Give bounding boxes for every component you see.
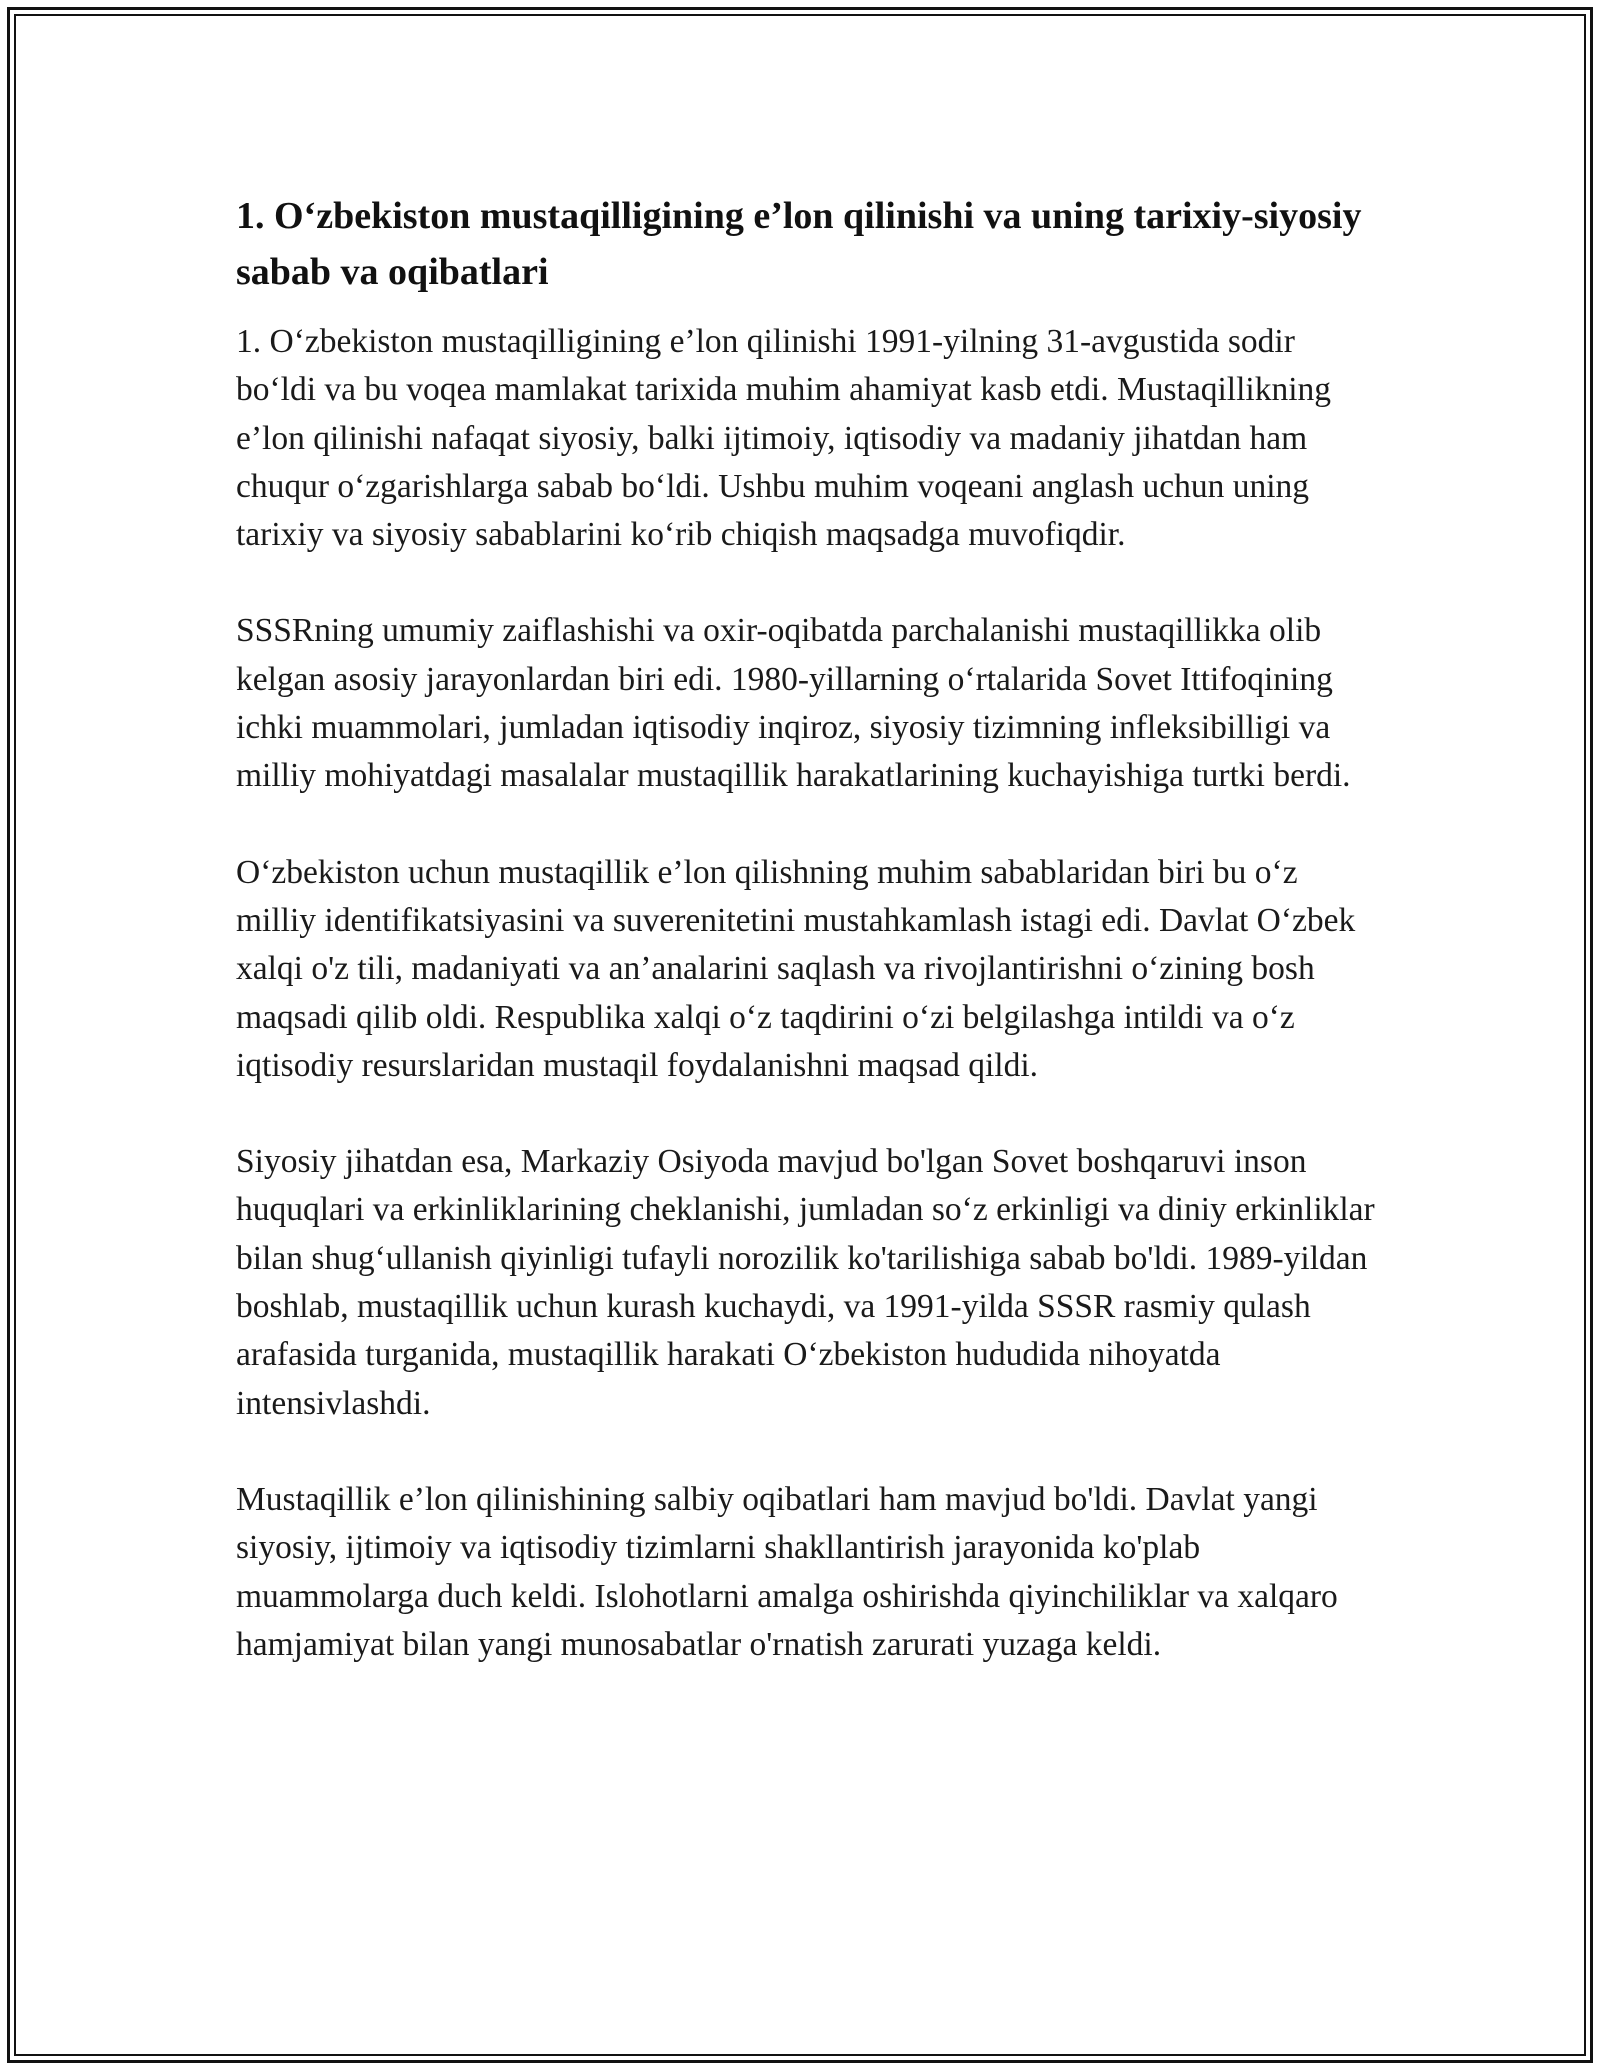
- paragraph-5: Mustaqillik e’lon qilinishining salbiy oqibatlari ham mavjud bo'ldi. Davlat yangi siyosiy, ijtimoiy va iqtisodiy tizimlarni shakllantirish jarayonida ko'plab muammolarga duch keldi. Islohotlarni amalga oshirishda qiyinchiliklar va xalqaro hamjamiyat bilan yangi munosabatlar o'rnatish zarurati yuzaga keldi.: [236, 1480, 1338, 1663]
- paragraph-3: O‘zbekiston uchun mustaqillik e’lon qilishning muhim sabablaridan biri bu o‘z milliy identifikatsiyasini va suverenitetini mustahkamlash istagi edi. Davlat O‘zbek xalqi o'z tili, madaniyati va an’analarini saqlash va rivojlantirishni o‘zining bosh maqsadi qilib oldi. Respublika xalqi o‘z taqdirini o‘zi belgilashga intildi va o‘z iqtisodiy resurslaridan mustaqil foydalanishni maqsad qildi.: [236, 853, 1356, 1084]
- document-title: 1. O‘zbekiston mustaqilligining e’lon qilinishi va uning tarixiy-siyosiy sabab va oqibatlari: [236, 195, 1362, 293]
- document-body: [236, 188, 1376, 1717]
- paragraph-1: 1. O‘zbekiston mustaqilligining e’lon qilinishi 1991-yilning 31-avgustida sodir bo‘ldi va bu voqea mamlakat tarixida muhim ahamiyat kasb etdi. Mustaqillikning e’lon qilinishi nafaqat siyosiy, balki ijtimoiy, iqtisodiy va madaniy jihatdan ham chuqur o‘zgarishlarga sabab bo‘ldi. Ushbu muhim voqeani anglash uchun uning tarixiy va siyosiy sabablarini ko‘rib chiqish maqsadga muvofiqdir.: [236, 323, 1332, 554]
- paragraph-2: SSSRning umumiy zaiflashishi va oxir-oqibatda parchalanishi mustaqillikka olib kelgan asosiy jarayonlardan biri edi. 1980-yillarning o‘rtalarida Sovet Ittifoqining ichki muammolari, jumladan iqtisodiy inqiroz, siyosiy tizimning infleksibilligi va milliy mohiyatdagi masalalar mustaqillik harakatlarining kuchayishiga turtki berdi.: [236, 612, 1351, 795]
- paragraph-4: Siyosiy jihatdan esa, Markaziy Osiyoda mavjud bo'lgan Sovet boshqaruvi inson huquqlari va erkinliklarining cheklanishi, jumladan so‘z erkinligi va diniy erkinliklar bilan shug‘ullanish qiyinligi tufayli norozilik ko'tarilishiga sabab bo'ldi. 1989-yildan boshlab, mustaqillik uchun kurash kuchaydi, va 1991-yilda SSSR rasmiy qulash arafasida turganida, mustaqillik harakati O‘zbekiston hududida nihoyatda intensivlashdi.: [236, 1143, 1375, 1422]
